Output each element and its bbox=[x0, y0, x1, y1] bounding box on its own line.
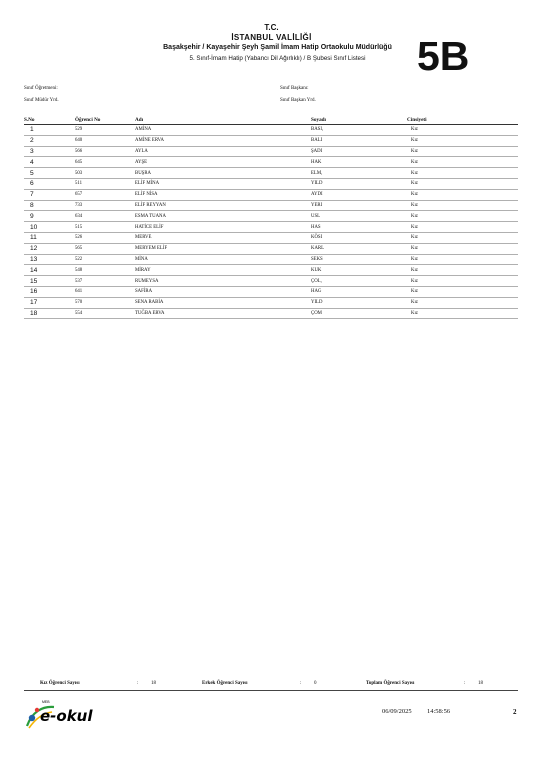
cell-gender: Kız bbox=[407, 254, 518, 265]
cell-name: AMİNE ERVA bbox=[135, 135, 311, 146]
cell-surname: ÇOM bbox=[311, 308, 407, 319]
header-subtitle: 5. Sınıf-İmam Hatip (Yabancı Dil Ağırlıklı) / B Şubesi Sınıf Listesi bbox=[189, 55, 366, 62]
footer-divider bbox=[24, 690, 518, 691]
cell-student-no: 640 bbox=[75, 135, 135, 146]
print-time: 14:58:56 bbox=[427, 708, 451, 715]
cell-student-no: 537 bbox=[75, 276, 135, 287]
table-header-row bbox=[24, 115, 518, 125]
table-row bbox=[24, 243, 518, 254]
table-row bbox=[24, 265, 518, 276]
cell-gender: Kız bbox=[407, 276, 518, 287]
cell-sno: 10 bbox=[24, 222, 75, 233]
table-row bbox=[24, 125, 518, 136]
cell-student-no: 566 bbox=[75, 146, 135, 157]
eokul-logo bbox=[24, 698, 104, 730]
cell-name: MERVE bbox=[135, 232, 311, 243]
cell-gender: Kız bbox=[407, 157, 518, 168]
table-row bbox=[24, 168, 518, 179]
cell-student-no: 503 bbox=[75, 168, 135, 179]
cell-surname: ÇOL, bbox=[311, 276, 407, 287]
cell-sno: 12 bbox=[24, 243, 75, 254]
vice-principal-label: Sınıf Müdür Yrd. bbox=[24, 98, 59, 103]
table-row bbox=[24, 222, 518, 233]
cell-sno: 16 bbox=[24, 286, 75, 297]
cell-name: ELİF MİNA bbox=[135, 178, 311, 189]
cell-student-no: 570 bbox=[75, 297, 135, 308]
cell-surname: ŞADI bbox=[311, 146, 407, 157]
cell-surname: SEKS bbox=[311, 254, 407, 265]
cell-name: TUĞBA ERVA bbox=[135, 308, 311, 319]
class-code: 5B bbox=[417, 33, 470, 79]
cell-surname: YILD bbox=[311, 178, 407, 189]
girls-count-label: Kız Öğrenci Sayısı bbox=[40, 681, 80, 686]
column-header-surname: Soyadı bbox=[311, 115, 407, 125]
cell-surname: AYDI bbox=[311, 189, 407, 200]
table-row bbox=[24, 189, 518, 200]
cell-name: ESMA TUANA bbox=[135, 211, 311, 222]
cell-sno: 13 bbox=[24, 254, 75, 265]
cell-surname: KÖSI bbox=[311, 232, 407, 243]
cell-sno: 17 bbox=[24, 297, 75, 308]
table-row bbox=[24, 178, 518, 189]
cell-name: MİRAY bbox=[135, 265, 311, 276]
cell-gender: Kız bbox=[407, 222, 518, 233]
cell-gender: Kız bbox=[407, 135, 518, 146]
total-count-value: 18 bbox=[478, 681, 483, 686]
cell-gender: Kız bbox=[407, 308, 518, 319]
cell-name: SAFİRA bbox=[135, 286, 311, 297]
cell-name: MİNA bbox=[135, 254, 311, 265]
cell-sno: 15 bbox=[24, 276, 75, 287]
cell-surname: HAG bbox=[311, 286, 407, 297]
cell-name: AYLA bbox=[135, 146, 311, 157]
logo-text: e-okul bbox=[40, 707, 93, 725]
boys-count-label: Erkek Öğrenci Sayısı bbox=[202, 681, 248, 686]
cell-sno: 5 bbox=[24, 168, 75, 179]
cell-gender: Kız bbox=[407, 232, 518, 243]
cell-surname: HAS bbox=[311, 222, 407, 233]
cell-name: AMİNA bbox=[135, 125, 311, 136]
total-count-colon: : bbox=[464, 681, 466, 686]
cell-student-no: 511 bbox=[75, 178, 135, 189]
class-president-label: Sınıf Başkanı: bbox=[280, 86, 309, 91]
cell-sno: 8 bbox=[24, 200, 75, 211]
table-row bbox=[24, 286, 518, 297]
cell-surname: YERI bbox=[311, 200, 407, 211]
column-header-student-no: Öğrenci No bbox=[75, 115, 135, 125]
cell-surname: BASI, bbox=[311, 125, 407, 136]
boys-count-value: 0 bbox=[314, 681, 317, 686]
cell-student-no: 733 bbox=[75, 200, 135, 211]
table-row bbox=[24, 297, 518, 308]
cell-gender: Kız bbox=[407, 200, 518, 211]
table-row bbox=[24, 232, 518, 243]
cell-surname: KUK bbox=[311, 265, 407, 276]
cell-student-no: 548 bbox=[75, 265, 135, 276]
cell-student-no: 634 bbox=[75, 211, 135, 222]
teacher-label: Sınıf Öğretmeni: bbox=[24, 86, 58, 91]
page-number: 2 bbox=[513, 708, 517, 716]
cell-student-no: 522 bbox=[75, 254, 135, 265]
table-row bbox=[24, 135, 518, 146]
cell-name: SENA RABİA bbox=[135, 297, 311, 308]
vice-president-label: Sınıf Başkan Yrd. bbox=[280, 98, 316, 103]
cell-surname: ELM, bbox=[311, 168, 407, 179]
table-row bbox=[24, 308, 518, 319]
total-count-label: Toplam Öğrenci Sayısı bbox=[366, 681, 415, 686]
print-date: 06/09/2025 bbox=[382, 708, 412, 715]
cell-sno: 14 bbox=[24, 265, 75, 276]
table-row bbox=[24, 157, 518, 168]
cell-name: ELİF NİSA bbox=[135, 189, 311, 200]
column-header-sno: S.No bbox=[24, 115, 75, 125]
cell-name: AYŞE bbox=[135, 157, 311, 168]
cell-gender: Kız bbox=[407, 189, 518, 200]
cell-student-no: 515 bbox=[75, 222, 135, 233]
column-header-gender: Cinsiyeti bbox=[407, 115, 518, 125]
table-row bbox=[24, 200, 518, 211]
table-row bbox=[24, 146, 518, 157]
cell-surname: YILD bbox=[311, 297, 407, 308]
cell-sno: 2 bbox=[24, 135, 75, 146]
cell-student-no: 529 bbox=[75, 125, 135, 136]
cell-sno: 1 bbox=[24, 125, 75, 136]
cell-name: MERYEM ELİF bbox=[135, 243, 311, 254]
cell-name: ELİF REYYAN bbox=[135, 200, 311, 211]
cell-student-no: 645 bbox=[75, 157, 135, 168]
cell-gender: Kız bbox=[407, 286, 518, 297]
cell-surname: KARL bbox=[311, 243, 407, 254]
table-row bbox=[24, 211, 518, 222]
cell-name: BUŞRA bbox=[135, 168, 311, 179]
cell-gender: Kız bbox=[407, 146, 518, 157]
cell-gender: Kız bbox=[407, 168, 518, 179]
girls-count-value: 18 bbox=[151, 681, 156, 686]
cell-student-no: 565 bbox=[75, 243, 135, 254]
cell-gender: Kız bbox=[407, 178, 518, 189]
cell-sno: 11 bbox=[24, 232, 75, 243]
cell-sno: 7 bbox=[24, 189, 75, 200]
cell-gender: Kız bbox=[407, 211, 518, 222]
cell-gender: Kız bbox=[407, 243, 518, 254]
boys-count-colon: : bbox=[300, 681, 302, 686]
girls-count-colon: : bbox=[137, 681, 139, 686]
logo-small-text: MEB bbox=[42, 700, 50, 704]
header-governorship: İSTANBUL VALİLİĞİ bbox=[231, 33, 312, 42]
header-school-name: Başakşehir / Kayaşehir Şeyh Şamil İmam Hatip Ortaokulu Müdürlüğü bbox=[163, 44, 392, 51]
cell-student-no: 526 bbox=[75, 232, 135, 243]
student-roster-table bbox=[24, 115, 518, 319]
table-row bbox=[24, 276, 518, 287]
cell-sno: 18 bbox=[24, 308, 75, 319]
cell-sno: 3 bbox=[24, 146, 75, 157]
cell-gender: Kız bbox=[407, 265, 518, 276]
cell-surname: HAK bbox=[311, 157, 407, 168]
cell-name: HATİCE ELİF bbox=[135, 222, 311, 233]
header-tc: T.C. bbox=[264, 23, 279, 32]
cell-student-no: 641 bbox=[75, 286, 135, 297]
eokul-swoosh-icon bbox=[24, 698, 104, 730]
cell-student-no: 554 bbox=[75, 308, 135, 319]
column-header-name: Adı bbox=[135, 115, 311, 125]
cell-sno: 9 bbox=[24, 211, 75, 222]
cell-sno: 6 bbox=[24, 178, 75, 189]
cell-gender: Kız bbox=[407, 297, 518, 308]
cell-name: RUMEYSA bbox=[135, 276, 311, 287]
cell-sno: 4 bbox=[24, 157, 75, 168]
cell-surname: BALI bbox=[311, 135, 407, 146]
cell-student-no: 657 bbox=[75, 189, 135, 200]
cell-gender: Kız bbox=[407, 125, 518, 136]
cell-surname: USL bbox=[311, 211, 407, 222]
table-row bbox=[24, 254, 518, 265]
